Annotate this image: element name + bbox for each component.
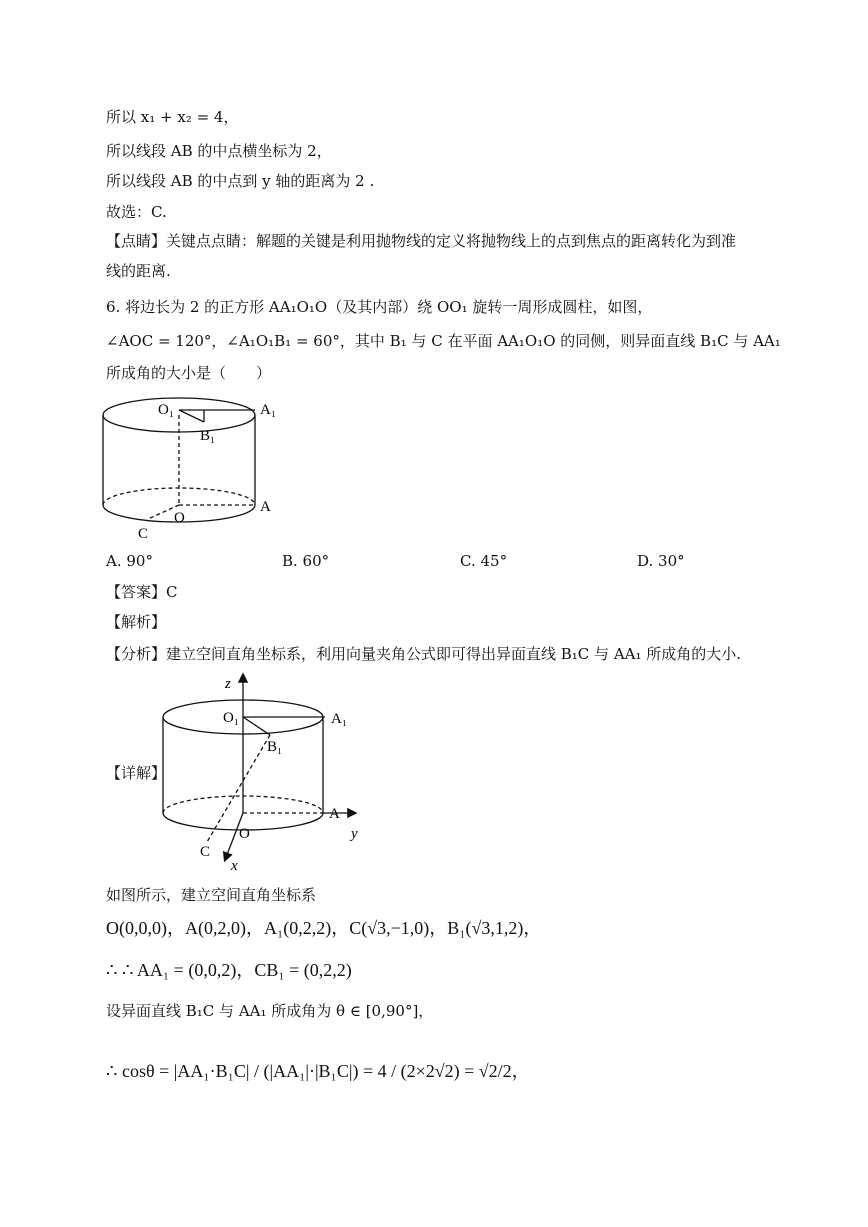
label-y: y <box>351 826 358 842</box>
label-a1-2: A₁ <box>331 711 348 727</box>
label-a1: A₁ <box>260 402 277 418</box>
solution-coordinates: O(0,0,0)，A(0,2,0)，A₁(0,2,2)，C(√3,−1,0)，B₁(√3,1,2)， <box>106 918 542 938</box>
text-line-5: 【点睛】关键点点睛：解题的关键是利用抛物线的定义将抛物线上的点到焦点的距离转化为到准 <box>106 232 737 250</box>
label-o1-2: O₁ <box>223 710 240 726</box>
question-6-stem: 6. 将边长为 2 的正方形 AA₁O₁O（及其内部）绕 OO₁ 旋转一周形成圆柱，如图， <box>106 298 653 316</box>
text-line-2: 所以线段 AB 的中点横坐标为 2， <box>106 142 332 160</box>
label-a-2: A <box>329 806 340 822</box>
label-o: O <box>174 510 185 526</box>
solution-vectors: ∴ ∴ AA₁ = (0,0,2)，CB₁ = (0,2,2) <box>106 960 352 980</box>
label-b1: B₁ <box>200 428 216 444</box>
answer-line: 【答案】C <box>106 583 178 601</box>
solution-angle-def: 设异面直线 B₁C 与 AA₁ 所成角为 θ ∈ [0,90°]， <box>106 1002 434 1020</box>
cylinder-axes-figure <box>155 670 375 875</box>
option-b: B. 60° <box>282 552 330 570</box>
question-6-conditions: ∠AOC = 120°，∠A₁O₁B₁ = 60°，其中 B₁ 与 C 在平面 AA₁O₁O 的同侧，则异面直线 B₁C 与 AA₁ <box>106 332 781 350</box>
label-o-2: O <box>239 826 250 842</box>
analysis-text: 【分析】建立空间直角坐标系，利用向量夹角公式即可得出异面直线 B₁C 与 AA₁ 所成角的大小. <box>106 645 742 663</box>
text-line-3: 所以线段 AB 的中点到 y 轴的距离为 2 . <box>106 172 375 190</box>
option-a: A. 90° <box>106 552 153 570</box>
analysis-heading: 【解析】 <box>106 613 167 631</box>
option-c: C. 45° <box>460 552 508 570</box>
text-line-6: 线的距离. <box>106 262 171 280</box>
question-6-prompt: 所成角的大小是（ ） <box>106 364 272 382</box>
text-line-1: 所以 x₁ + x₂ = 4， <box>106 108 239 126</box>
label-a: A <box>260 499 271 515</box>
label-c-2: C <box>200 844 211 860</box>
label-z: z <box>225 676 231 692</box>
label-x: x <box>231 858 238 874</box>
solution-cosine: ∴ cosθ = |AA₁·B₁C| / (|AA₁|·|B₁C|) = 4 / (2×2√2) = √2/2， <box>106 1061 530 1081</box>
detail-label: 【详解】 <box>106 764 167 782</box>
segment-o1b1 <box>179 410 204 422</box>
text-line-4: 故选：C. <box>106 203 167 221</box>
solution-line-1: 如图所示，建立空间直角坐标系 <box>106 886 317 904</box>
label-o1: O₁ <box>158 402 175 418</box>
cylinder-figure <box>96 392 286 552</box>
option-d: D. 30° <box>637 552 685 570</box>
label-c: C <box>138 526 149 542</box>
label-b1-2: B₁ <box>267 739 283 755</box>
